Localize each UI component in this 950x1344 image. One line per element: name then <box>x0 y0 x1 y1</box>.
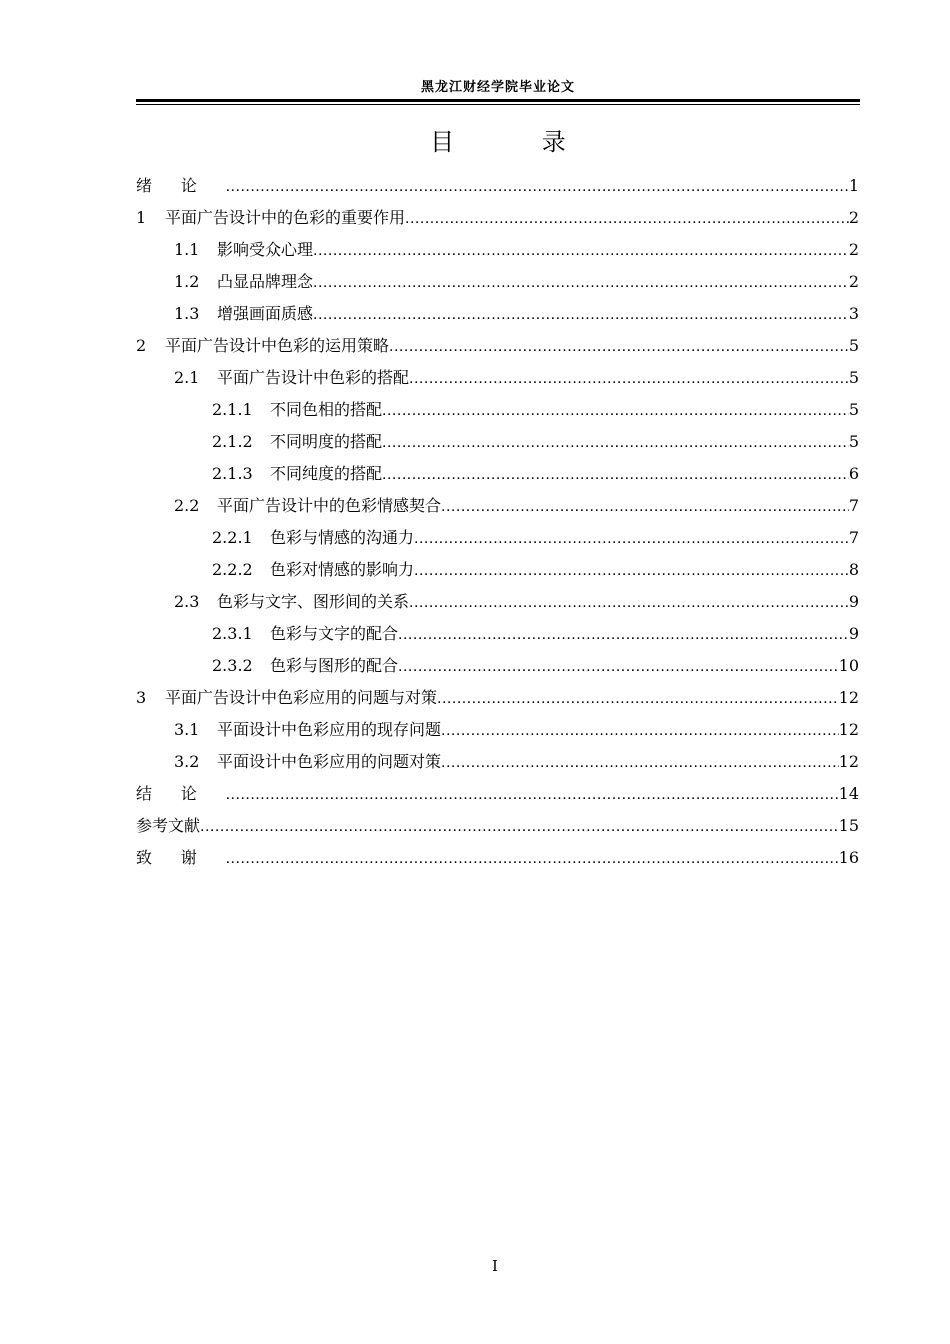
header-rule-thin <box>136 104 860 105</box>
toc-entry-page: 2 <box>848 208 859 227</box>
toc-dot-leader <box>226 843 839 875</box>
toc-entry[interactable] <box>136 362 859 394</box>
toc-entry-page: 2 <box>848 240 859 259</box>
toc-entry[interactable] <box>136 714 859 746</box>
toc-entry-number: 1 <box>136 208 147 227</box>
toc-entry-label: 绪论 <box>136 176 226 195</box>
toc-entry-number: 1.3 <box>174 304 200 323</box>
toc-dot-leader <box>437 683 839 715</box>
toc-entry-label: 平面广告设计中的色彩的重要作用 <box>165 208 406 227</box>
toc-entry[interactable] <box>136 618 859 650</box>
toc-dot-leader <box>414 523 849 555</box>
toc-entry[interactable] <box>136 842 859 874</box>
page-header-school-title: 黑龙江财经学院毕业论文 <box>420 80 575 95</box>
toc-entry[interactable] <box>136 202 859 234</box>
toc-entry[interactable] <box>136 650 859 682</box>
toc-dot-leader <box>441 747 839 779</box>
toc-entry-label: 凸显品牌理念 <box>217 272 314 291</box>
toc-entry-number: 1.2 <box>174 272 200 291</box>
toc-entry-page: 3 <box>848 304 859 323</box>
toc-entry[interactable] <box>136 266 859 298</box>
toc-entry-number: 2.1 <box>174 368 200 387</box>
toc-entry-number: 2.1.1 <box>212 400 253 419</box>
toc-entry-number: 3.1 <box>174 720 200 739</box>
toc-dot-leader <box>382 395 849 427</box>
toc-entry[interactable] <box>136 810 859 842</box>
toc-entry-page: 8 <box>848 560 859 579</box>
toc-entry-page: 2 <box>848 272 859 291</box>
toc-dot-leader <box>200 811 839 843</box>
toc-entry-label: 致谢 <box>136 848 226 867</box>
toc-dot-leader <box>405 203 849 235</box>
toc-entry[interactable] <box>136 298 859 330</box>
toc-dot-leader <box>409 363 849 395</box>
toc-entry[interactable] <box>136 330 859 362</box>
toc-dot-leader <box>441 491 849 523</box>
toc-dot-leader <box>313 267 849 299</box>
toc-entry-page: 6 <box>848 464 859 483</box>
toc-entry-page: 5 <box>848 336 859 355</box>
toc-entry-label: 参考文献 <box>136 816 201 835</box>
toc-entry-number: 3.2 <box>174 752 200 771</box>
toc-entry-label: 平面广告设计中色彩的运用策略 <box>165 336 390 355</box>
header-rule-thick <box>136 99 860 102</box>
toc-entry-page: 5 <box>848 368 859 387</box>
toc-entry-label: 平面设计中色彩应用的问题对策 <box>217 752 442 771</box>
toc-entry-page: 12 <box>838 752 859 771</box>
toc-entry-label: 平面广告设计中的色彩情感契合 <box>217 496 442 515</box>
toc-entry-number: 1.1 <box>174 240 200 259</box>
toc-entry[interactable] <box>136 490 859 522</box>
toc-entry-page: 1 <box>848 176 859 195</box>
toc-entry-page: 12 <box>838 720 859 739</box>
toc-title: 目 录 <box>430 128 606 156</box>
toc-entry-page: 7 <box>848 528 859 547</box>
toc-entry-label: 影响受众心理 <box>217 240 314 259</box>
toc-entry-number: 2.3.2 <box>212 656 253 675</box>
toc-entry[interactable] <box>136 554 859 586</box>
toc-dot-leader <box>313 299 849 331</box>
toc-entry[interactable] <box>136 394 859 426</box>
toc-entry[interactable] <box>136 586 859 618</box>
toc-entry-label: 平面广告设计中色彩应用的问题与对策 <box>165 688 438 707</box>
toc-dot-leader <box>389 331 849 363</box>
toc-entry-label: 平面广告设计中色彩的搭配 <box>217 368 410 387</box>
toc-dot-leader <box>441 715 839 747</box>
toc-entry-label: 增强画面质感 <box>217 304 314 323</box>
toc-entry-label: 不同纯度的搭配 <box>270 464 383 483</box>
page-number: I <box>492 1257 498 1275</box>
toc-entry-label: 色彩与文字、图形间的关系 <box>217 592 410 611</box>
toc-entry-page: 10 <box>838 656 859 675</box>
toc-entry[interactable] <box>136 778 859 810</box>
toc-dot-leader <box>226 171 849 203</box>
toc-entry-label: 结论 <box>136 784 226 803</box>
toc-entry-number: 2.2.1 <box>212 528 253 547</box>
toc-entry-number: 2.2.2 <box>212 560 253 579</box>
toc-entry-page: 9 <box>848 624 859 643</box>
toc-entry-label: 平面设计中色彩应用的现存问题 <box>217 720 442 739</box>
toc-entry-page: 5 <box>848 432 859 451</box>
toc-dot-leader <box>313 235 849 267</box>
toc-entry-number: 2.1.3 <box>212 464 253 483</box>
toc-entry[interactable] <box>136 746 859 778</box>
toc-dot-leader <box>398 619 849 651</box>
toc-list <box>136 170 859 874</box>
toc-entry[interactable] <box>136 522 859 554</box>
toc-entry-label: 色彩对情感的影响力 <box>270 560 415 579</box>
toc-entry-page: 15 <box>838 816 859 835</box>
toc-entry-number: 2.3 <box>174 592 200 611</box>
toc-entry-page: 5 <box>848 400 859 419</box>
toc-entry-label: 色彩与文字的配合 <box>270 624 399 643</box>
toc-entry-number: 2.2 <box>174 496 200 515</box>
toc-entry-label: 色彩与图形的配合 <box>270 656 399 675</box>
toc-dot-leader <box>409 587 849 619</box>
toc-entry[interactable] <box>136 426 859 458</box>
toc-entry[interactable] <box>136 682 859 714</box>
toc-entry-number: 3 <box>136 688 147 707</box>
toc-entry-number: 2.3.1 <box>212 624 253 643</box>
toc-entry-label: 不同色相的搭配 <box>270 400 383 419</box>
toc-entry[interactable] <box>136 170 859 202</box>
toc-dot-leader <box>382 459 849 491</box>
toc-dot-leader <box>414 555 849 587</box>
toc-entry-label: 不同明度的搭配 <box>270 432 383 451</box>
toc-entry-page: 12 <box>838 688 859 707</box>
toc-entry-page: 9 <box>848 592 859 611</box>
toc-entry-number: 2.1.2 <box>212 432 253 451</box>
toc-entry[interactable] <box>136 458 859 490</box>
toc-entry-page: 14 <box>838 784 859 803</box>
toc-dot-leader <box>382 427 849 459</box>
toc-dot-leader <box>398 651 839 683</box>
toc-entry[interactable] <box>136 234 859 266</box>
toc-entry-label: 色彩与情感的沟通力 <box>270 528 415 547</box>
toc-entry-number: 2 <box>136 336 147 355</box>
toc-dot-leader <box>226 779 839 811</box>
toc-entry-page: 16 <box>838 848 859 867</box>
toc-entry-page: 7 <box>848 496 859 515</box>
